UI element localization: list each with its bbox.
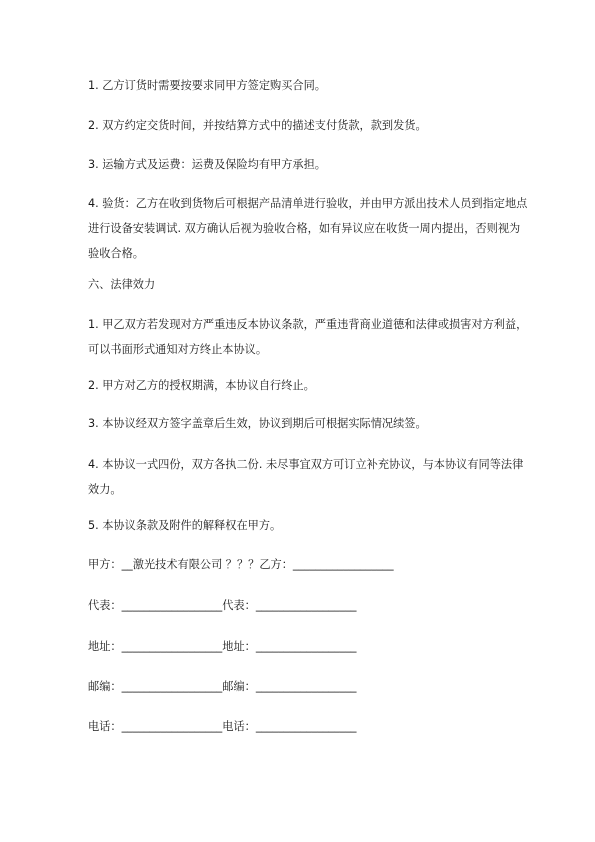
clause-text: 2. 双方约定交货时间，并按结算方式中的描述支付货款，款到发货。 bbox=[88, 119, 427, 132]
signature-representative-line: 代表：__________________代表：__________________ bbox=[88, 599, 357, 612]
clause-5-3 bbox=[88, 152, 528, 177]
signature-address-line: 地址：__________________地址：__________________ bbox=[88, 640, 357, 653]
clause-6-2 bbox=[88, 373, 528, 398]
clause-6-3 bbox=[88, 411, 528, 436]
clause-5-1 bbox=[88, 73, 528, 98]
clause-text: 1. 乙方订货时需要按要求同甲方签定购买合同。 bbox=[88, 79, 326, 92]
clause-text: 5. 本协议条款及附件的解释权在甲方。 bbox=[88, 519, 282, 532]
signature-party-line: 甲方：__激光技术有限公司 ？？？乙方：__________________ bbox=[88, 558, 394, 571]
clause-text: 1. 甲乙双方若发现对方严重违反本协议条款，严重违背商业道德和法律或损害对方利益，可以书面形式通知对方终止本协议。 bbox=[88, 318, 528, 356]
signature-phone-line: 电话：__________________电话：__________________ bbox=[88, 720, 357, 733]
clause-text: 3. 本协议经双方签字盖章后生效，协议到期后可根据实际情况续签。 bbox=[88, 417, 427, 430]
clause-5-2 bbox=[88, 113, 528, 138]
signature-postcode-line: 邮编：__________________邮编：__________________ bbox=[88, 680, 357, 693]
clause-6-1 bbox=[88, 312, 528, 362]
clause-text: 4. 验货：乙方在收到货物后可根据产品清单进行验收，并由甲方派出技术人员到指定地点进行设备安装调试. 双方确认后视为验收合格，如有异议应在收货一周内提出，否则视为验收合格。 bbox=[88, 197, 528, 260]
clause-text: 2. 甲方对乙方的授权期满，本协议自行终止。 bbox=[88, 379, 315, 392]
clause-6-5 bbox=[88, 513, 528, 538]
section-heading-text: 六、法律效力 bbox=[88, 278, 156, 291]
clause-5-4 bbox=[88, 191, 528, 266]
clause-text: 4. 本协议一式四份，双方各执二份. 未尽事宜双方可订立补充协议，与本协议有同等法律效力。 bbox=[88, 458, 524, 496]
section-heading bbox=[88, 272, 528, 297]
clause-6-4 bbox=[88, 452, 528, 502]
clause-text: 3. 运输方式及运费：运费及保险均有甲方承担。 bbox=[88, 158, 326, 171]
